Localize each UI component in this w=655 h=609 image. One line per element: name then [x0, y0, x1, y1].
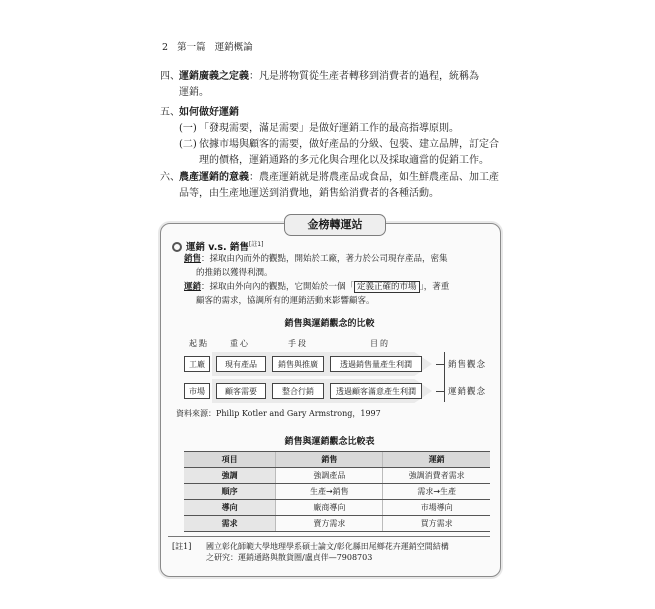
divider — [168, 536, 490, 537]
chapter-title: 運銷概論 — [214, 42, 253, 53]
section-heading: 如何做好運銷 — [179, 107, 239, 118]
comparison-table — [184, 451, 490, 532]
section-heading: 運銷廣義之定義 — [179, 71, 249, 82]
section-four: 四、 運銷廣義之定義：凡是將物質從生產者轉移到消費者的過程，統稱為 運銷。 — [160, 71, 479, 98]
compare-header: 手段 — [288, 339, 308, 348]
section-five: 五、 如何做好運銷 (一) 「發現需要，滿足需要」是做好運銷工作的最高指導原則。 (二) 依據市場與顧客的需要，做好產品的分級、包裝、建立品牌，訂定合 理的價格，運銷通路的多元化與合理化以及採取適當的促銷工作。 — [160, 105, 506, 169]
table-row: 順序 生產→銷售 需求→生產 — [184, 484, 490, 500]
compare-header: 目的 — [370, 339, 390, 348]
section-six: 六、 農產運銷的意義：農產運銷就是將農產品或食品，如生鮮農產品、加工產 品等，由生產地運送到消費地，銷售給消費者的各種活動。 — [160, 172, 499, 199]
circle-arrow-icon — [172, 242, 182, 252]
section-heading: 農產運銷的意義 — [179, 172, 249, 183]
table-row: 強調 強調產品 強調消費者需求 — [184, 468, 490, 484]
definition-sales: 銷售：採取由內而外的觀點，開始於工廠，著力於公司現存產品，密集 的推銷以獲得利潤。 — [184, 254, 448, 278]
concept-label: 銷售觀念 — [448, 360, 487, 370]
bracket-line — [444, 352, 445, 402]
table-row: 需求 賣方需求 買方需求 — [184, 516, 490, 532]
connector-line — [436, 391, 444, 392]
compare-header: 起點 — [189, 339, 209, 348]
source-note: 資料來源：Philip Kotler and Gary Armstrong，1997 — [176, 409, 381, 418]
page-header — [162, 39, 253, 53]
page-number: 2 — [162, 42, 169, 53]
highlighted-phrase: 定義正確的市場 — [354, 281, 420, 293]
compare-header: 重心 — [230, 339, 250, 348]
box-title: 金榜轉運站 — [284, 214, 386, 236]
connector-line — [436, 364, 444, 365]
table-header-row: 項目 銷售 運銷 — [184, 452, 490, 468]
chapter-label: 第一篇 — [177, 42, 206, 53]
definition-marketing: 運銷：採取由外向內的觀點，它開始於一個「 定義正確的市場 」，著重 顧客的需求，協調所有的運銷活動來影響顧客。 — [184, 282, 450, 306]
table-title: 銷售與運銷觀念比較表 — [284, 437, 375, 447]
topic-heading: 運銷 v.s. 銷售[註1] — [172, 239, 263, 253]
table-row: 導向 廠商導向 市場導向 — [184, 500, 490, 516]
compare-title: 銷售與運銷觀念的比較 — [284, 319, 375, 329]
footnote-ref: [註1] — [248, 241, 264, 248]
concept-label: 運銷觀念 — [448, 387, 487, 397]
footnote-tag: [註1] — [172, 542, 192, 551]
footnote: [註1] 國立彰化師範大學地理學系碩士論文/彰化縣田尾鄉花卉運銷空間結構 之研究：運銷通路與散貨圈/盧貞伴—7908703 — [172, 542, 449, 562]
sub-item: (一) 「發現需要，滿足需要」是做好運銷工作的最高指導原則。 — [179, 123, 459, 134]
sub-item: (二) 依據市場與顧客的需要，做好產品的分級、包裝、建立品牌，訂定合 理的價格，運銷通路的多元化與合理化以及採取適當的促銷工作。 — [179, 139, 499, 166]
